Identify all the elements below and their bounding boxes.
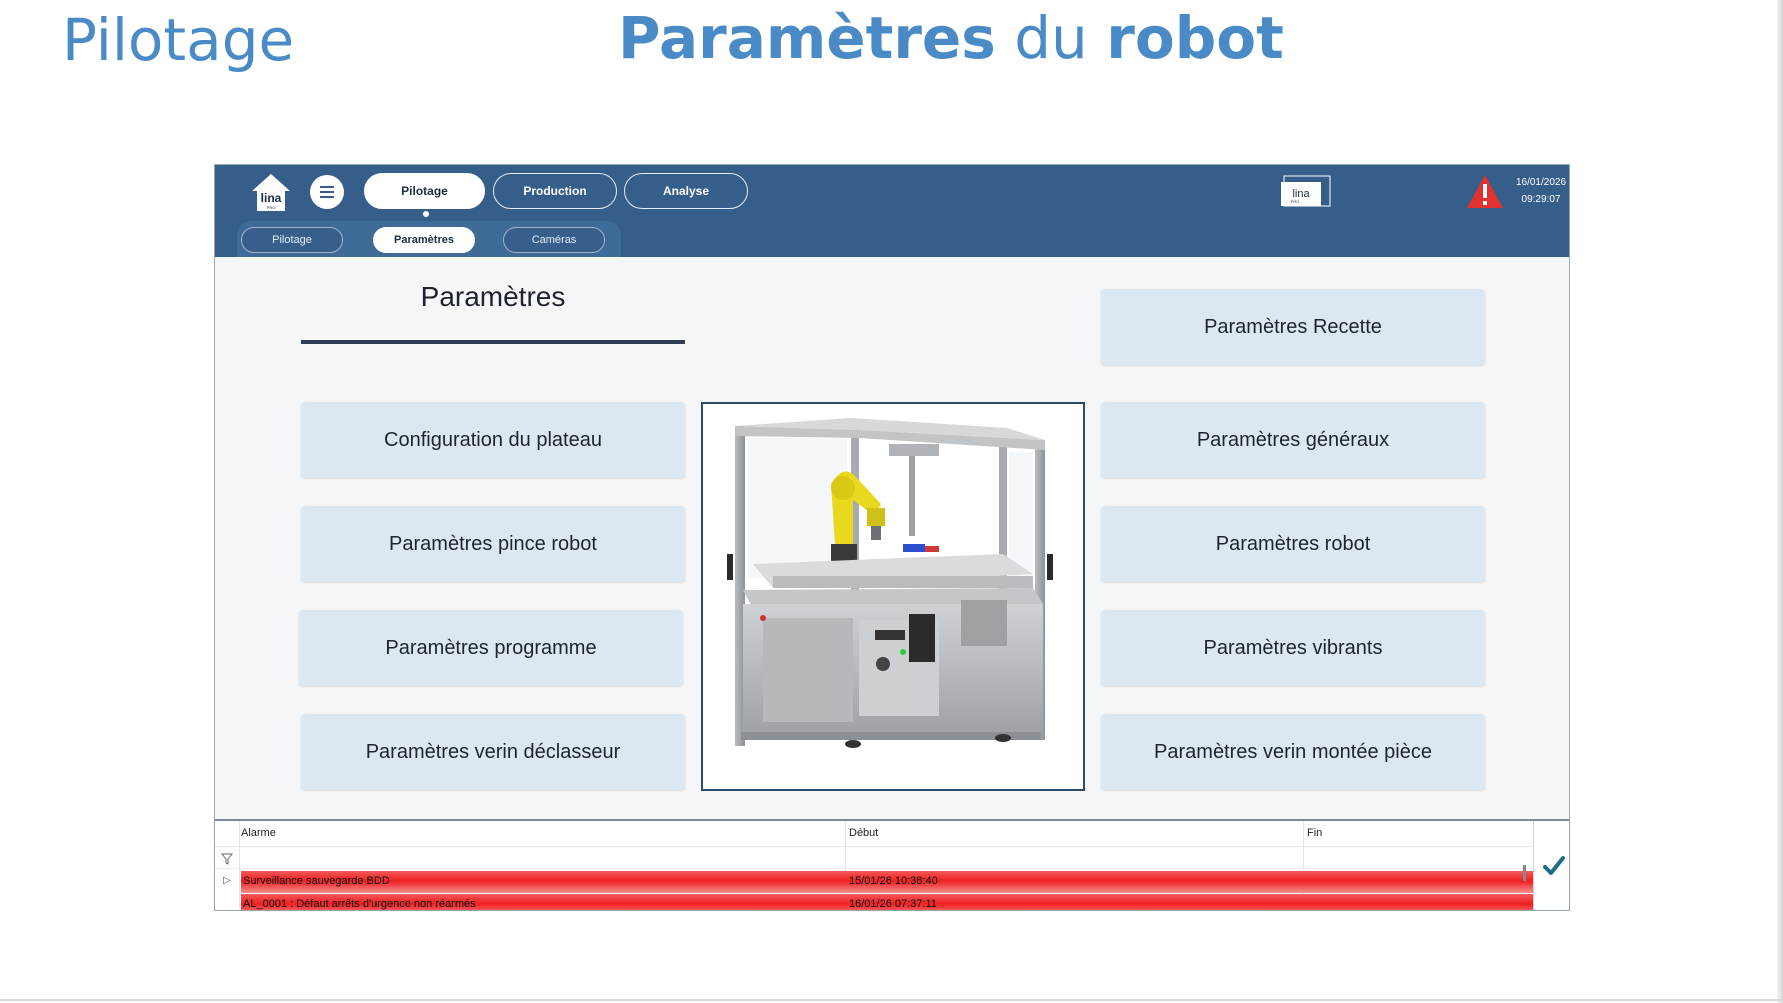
parametres-recette-button[interactable]: Paramètres Recette (1101, 289, 1485, 365)
scrollbar-thumb[interactable] (1523, 865, 1526, 881)
parametres-vibrants-button[interactable]: Paramètres vibrants (1101, 610, 1485, 686)
filter-icon[interactable] (221, 853, 233, 865)
nav-tab-production[interactable]: Production (493, 173, 617, 209)
date-text: 16/01/2026 (1515, 177, 1567, 188)
nav-tab-pilotage[interactable]: Pilotage (364, 173, 485, 209)
parametres-generaux-button[interactable]: Paramètres généraux (1101, 402, 1485, 478)
alarm-panel (215, 819, 1569, 911)
parametres-robot-button[interactable]: Paramètres robot (1101, 506, 1485, 582)
alarm-start: 16/01/26 07:37:11 (849, 898, 937, 910)
parametres-pince-robot-button[interactable]: Paramètres pince robot (301, 506, 685, 582)
logo-text: lina (260, 191, 282, 205)
lina-badge-icon (1281, 173, 1333, 209)
slide-edge (1777, 0, 1783, 1003)
title-word-robot: robot (1106, 4, 1284, 72)
title-word-du: du (995, 4, 1107, 72)
time-text: 09:29:07 (1521, 194, 1561, 205)
top-bar (215, 165, 1569, 257)
nav-tab-analyse[interactable]: Analyse (624, 173, 748, 209)
slide-title-parametres-robot (618, 4, 1284, 72)
sub-navigation (237, 221, 621, 257)
hmi-window (214, 164, 1570, 911)
hamburger-menu-icon[interactable] (310, 175, 344, 209)
configuration-plateau-button[interactable]: Configuration du plateau (301, 402, 685, 478)
row-expand-icon[interactable]: ▷ (223, 875, 231, 886)
home-icon[interactable] (249, 171, 293, 215)
sub-tab-parametres[interactable]: Paramètres (373, 227, 475, 253)
parametres-verin-montee-piece-button[interactable]: Paramètres verin montée pièce (1101, 714, 1485, 790)
alarm-row[interactable] (241, 894, 1533, 911)
section-underline (301, 340, 685, 344)
logo-subtext: PRO (266, 205, 276, 210)
active-tab-indicator (423, 211, 429, 217)
robot-cell-illustration (701, 402, 1085, 791)
alarm-row[interactable] (241, 871, 1533, 893)
alarm-start: 15/01/26 10:38:40 (849, 875, 938, 887)
checkmark-icon[interactable] (1543, 855, 1565, 877)
sub-tab-pilotage[interactable]: Pilotage (241, 227, 343, 253)
column-header-alarme[interactable]: Alarme (241, 827, 276, 839)
column-header-debut[interactable]: Début (849, 827, 879, 839)
parametres-verin-declasseur-button[interactable]: Paramètres verin déclasseur (301, 714, 685, 790)
slide-bottom-line (0, 999, 1783, 1001)
section-title: Paramètres (420, 281, 566, 312)
alarm-name: AL_0001 : Défaut arrêts d'urgence non réarmés (243, 898, 476, 910)
datetime (1511, 174, 1570, 208)
warning-triangle-icon[interactable] (1465, 173, 1505, 211)
title-word-parametres: Paramètres (618, 4, 996, 72)
alarm-name: Surveillance sauvegarde BDD (243, 875, 390, 887)
column-header-fin[interactable]: Fin (1307, 827, 1323, 839)
parametres-programme-button[interactable]: Paramètres programme (299, 610, 683, 686)
badge-logo-subtext: PRO (1290, 199, 1300, 204)
slide-title-pilotage: Pilotage (62, 6, 295, 74)
alarm-table-header (215, 821, 1533, 847)
badge-logo-text: lina (1292, 188, 1310, 200)
sub-tab-cameras[interactable]: Caméras (503, 227, 605, 253)
filter-row[interactable] (215, 847, 1533, 869)
